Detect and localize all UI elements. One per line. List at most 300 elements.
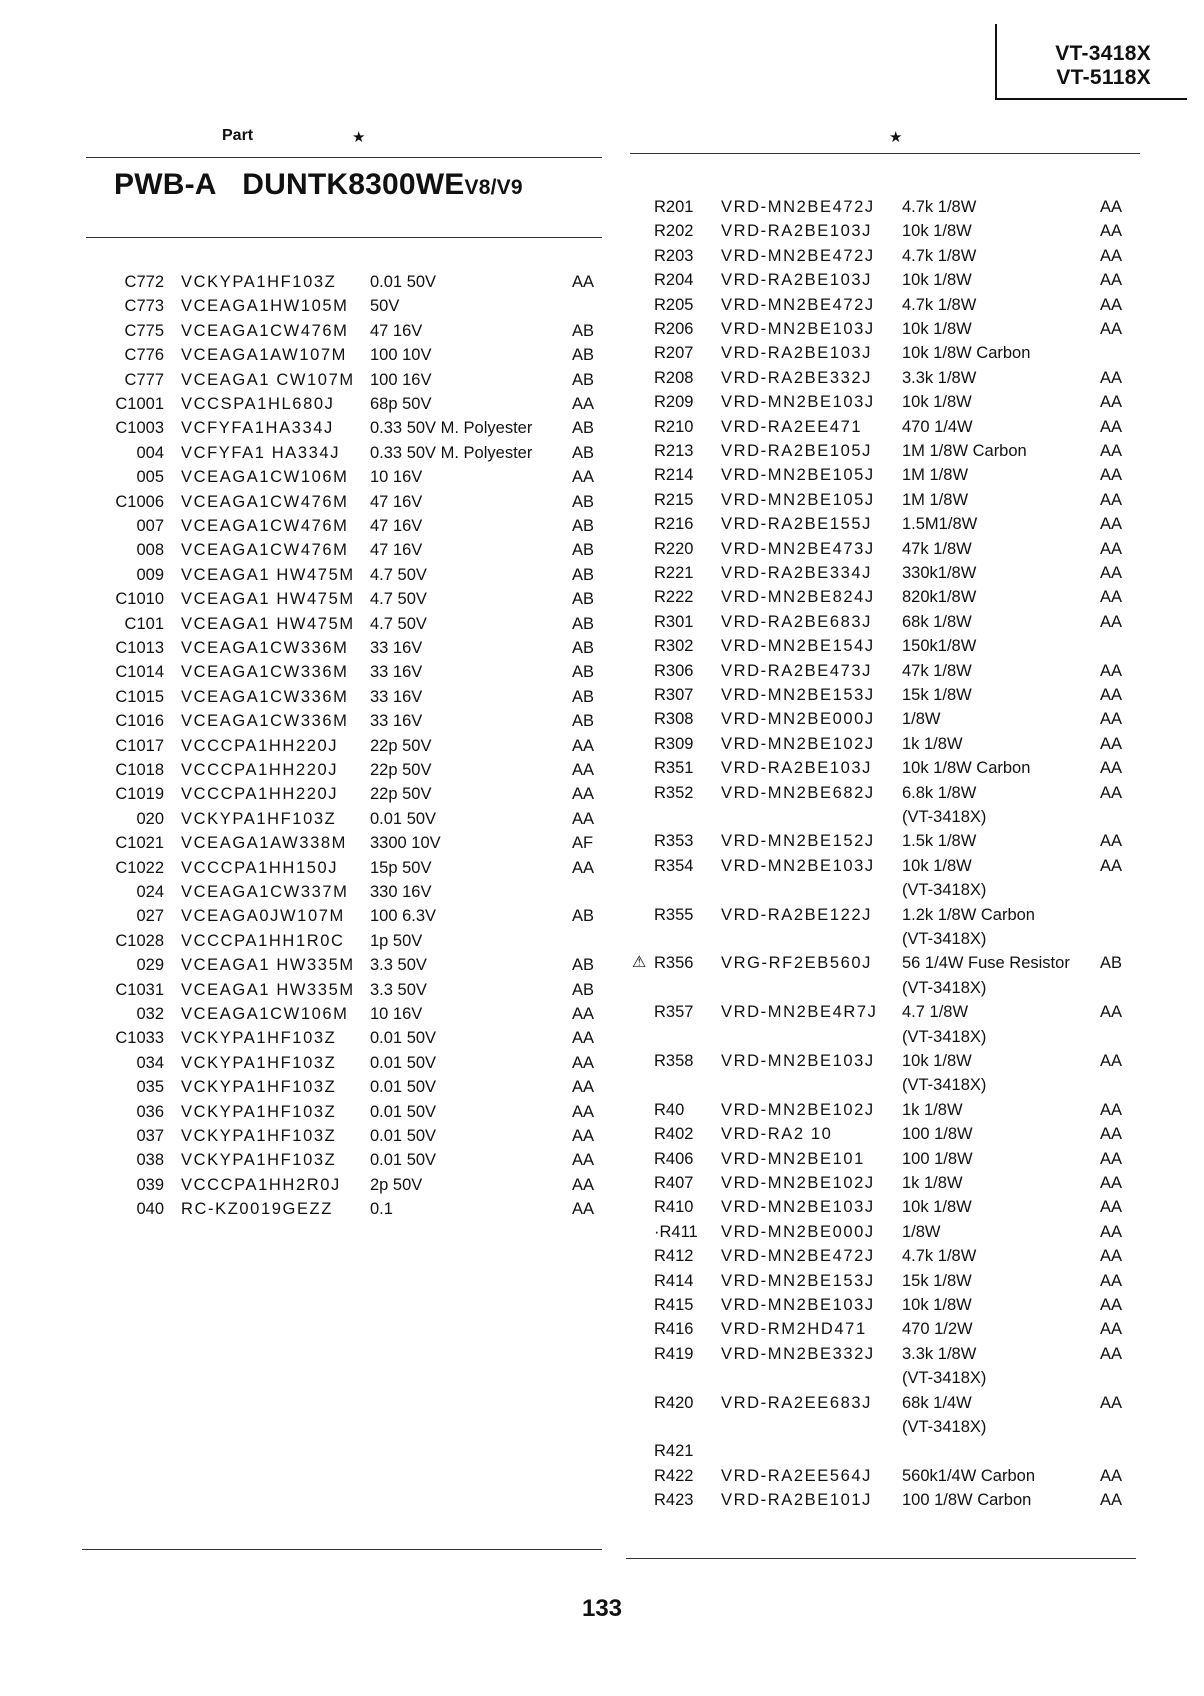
description: 1p 50V: [370, 931, 423, 950]
parts-row: [0, 317, 1160, 341]
part-number: VRD-MN2BE154J: [721, 637, 875, 656]
ref-designator: R423: [654, 1491, 694, 1510]
price-rank: AA: [572, 468, 595, 487]
part-number: VRD-MN2BE152J: [721, 832, 875, 851]
part-number: VRD-RA2BE683J: [721, 612, 873, 631]
ref-designator: R410: [654, 1198, 694, 1217]
description: 0.01 50V: [370, 1102, 437, 1121]
part-number: VCKYPA1HF103Z: [181, 1078, 337, 1097]
description: 560k1/4W Carbon: [902, 1466, 1035, 1485]
ref-designator: ·R411: [654, 1222, 698, 1241]
price-rank: AA: [572, 809, 595, 828]
ref-designator: R415: [654, 1296, 694, 1314]
description: 47k 1/8W: [902, 539, 972, 558]
part-number: VRD-MN2BE000J: [721, 1222, 875, 1241]
parts-row: [0, 1317, 1160, 1341]
part-number: VRD-MN2BE473J: [721, 539, 875, 558]
star-mark-left: ★: [352, 129, 366, 146]
description: 100 6.3V: [370, 907, 437, 926]
ref-designator: R422: [654, 1466, 694, 1485]
description: 0.1: [370, 1200, 393, 1219]
part-number: VCCSPA1HL680J: [181, 395, 335, 413]
part-number: VCKYPA1HF103Z: [181, 809, 337, 828]
divider-left-bottom: [82, 1549, 602, 1550]
ref-designator: R205: [654, 295, 694, 314]
description: 6.8k 1/8W: [902, 783, 977, 802]
ref-designator: C775: [124, 321, 164, 340]
description: 470 1/4W: [902, 417, 973, 436]
ref-designator: R420: [654, 1393, 694, 1412]
description: 2p 50V: [370, 1175, 423, 1194]
description: 100 1/8W: [902, 1149, 973, 1168]
parts-row: [0, 195, 1160, 219]
divider-right-bottom: [626, 1558, 1136, 1559]
part-column-label: Part: [222, 127, 254, 144]
price-rank: AB: [572, 370, 595, 389]
parts-row: [0, 1171, 1160, 1195]
ref-designator: R216: [654, 515, 694, 534]
price-rank: AA: [1100, 759, 1123, 778]
description: 1M 1/8W: [902, 490, 969, 509]
part-number: VCKYPA1HF103Z: [181, 1029, 337, 1048]
part-number: VRD-MN2BE153J: [721, 1271, 875, 1290]
part-number: VRD-RA2BE103J: [721, 759, 873, 778]
part-number: VRD-RA2BE155J: [721, 515, 873, 534]
ref-designator: R402: [654, 1125, 694, 1144]
description: 47 16V: [370, 541, 423, 560]
description: 33 16V: [370, 687, 423, 706]
price-rank: AA: [1100, 1344, 1123, 1363]
price-rank: AA: [1100, 393, 1123, 412]
parts-row: [0, 537, 1160, 561]
part-number: VRD-MN2BE105J: [721, 490, 875, 509]
description: 10k 1/8W: [902, 856, 972, 875]
star-mark-right: ★: [889, 129, 903, 146]
description: 10k 1/8W: [902, 320, 972, 338]
part-number: VRD-RA2BE101J: [721, 1491, 873, 1510]
price-rank: AA: [1100, 1247, 1123, 1266]
price-rank: AA: [1100, 198, 1123, 216]
ref-designator: R220: [654, 539, 694, 558]
title-part: DUNTK8300WE: [242, 168, 465, 201]
ref-designator: R215: [654, 490, 694, 509]
ref-designator: R307: [654, 686, 694, 704]
description: (VT-3418X): [902, 808, 987, 826]
description: 4.7k 1/8W: [902, 198, 977, 216]
part-number: VCCCPA1HH220J: [181, 785, 339, 804]
price-rank: AA: [1100, 1125, 1123, 1144]
price-rank: AA: [572, 1127, 595, 1145]
price-rank: AA: [572, 761, 595, 779]
price-rank: AA: [572, 1102, 595, 1121]
ref-designator: R201: [654, 198, 694, 216]
ref-designator: 040: [136, 1200, 164, 1219]
price-rank: AA: [1100, 295, 1123, 314]
ref-designator: R406: [654, 1149, 694, 1168]
description: 0.01 50V: [370, 1053, 437, 1072]
ref-designator: R309: [654, 734, 694, 753]
description: 4.7 50V: [370, 614, 427, 633]
part-number: VRD-MN2BE103J: [721, 1296, 875, 1314]
part-number: VRD-MN2BE472J: [721, 1247, 875, 1266]
part-number: VCFYFA1HA334J: [181, 419, 334, 438]
part-number: VRD-RA2BE105J: [721, 442, 873, 460]
description: 1k 1/8W: [902, 734, 963, 753]
ref-designator: C1033: [115, 1029, 164, 1048]
parts-row: [0, 1293, 1160, 1317]
part-number: VRD-MN2BE682J: [721, 783, 875, 802]
part-number: VRD-MN2BE4R7J: [721, 1003, 878, 1022]
description: 4.7k 1/8W: [902, 246, 977, 265]
parts-row: [0, 854, 1160, 878]
ref-designator: C1031: [115, 980, 164, 999]
ref-designator: R214: [654, 466, 694, 485]
parts-row: [0, 903, 1160, 927]
ref-designator: C1016: [115, 712, 164, 731]
parts-row: [0, 585, 1160, 609]
part-number: VCCCPA1HH1R0C: [181, 931, 345, 950]
part-number: VCEAGA1HW105M: [181, 297, 349, 316]
ref-designator: R222: [654, 588, 694, 607]
part-number: VCEAGA1CW476M: [181, 492, 349, 511]
parts-row: [0, 878, 1160, 902]
description: 10k 1/8W Carbon: [902, 759, 1031, 778]
description: 22p 50V: [370, 761, 432, 779]
ref-designator: R352: [654, 783, 694, 802]
price-rank: AA: [572, 1078, 595, 1097]
parts-row: [0, 829, 1160, 853]
price-rank: AA: [1100, 271, 1123, 290]
description: 1k 1/8W: [902, 1100, 963, 1119]
part-number: VCEAGA1CW336M: [181, 663, 349, 682]
parts-row: [0, 244, 1160, 268]
price-rank: AA: [1100, 661, 1123, 680]
description: 150k1/8W: [902, 637, 977, 656]
price-rank: AA: [1100, 1320, 1123, 1339]
part-number: VCEAGA1CW106M: [181, 1005, 349, 1023]
parts-row: [0, 219, 1160, 243]
ref-designator: R301: [654, 612, 694, 631]
ref-designator: 037: [136, 1127, 164, 1145]
price-rank: AA: [572, 1200, 595, 1219]
ref-designator: R419: [654, 1344, 694, 1363]
description: 68p 50V: [370, 395, 432, 413]
part-number: VCEAGA1CW476M: [181, 321, 349, 340]
part-number: RC-KZ0019GEZZ: [181, 1200, 333, 1219]
price-rank: AB: [572, 639, 595, 657]
ref-designator: C1028: [115, 931, 164, 950]
price-rank: AA: [1100, 1149, 1123, 1168]
ref-designator: R210: [654, 417, 694, 436]
price-rank: AA: [1100, 539, 1123, 558]
description: 22p 50V: [370, 736, 432, 755]
description: (VT-3418X): [902, 930, 987, 948]
part-number: VCEAGA1CW476M: [181, 541, 349, 560]
description: (VT-3418X): [902, 881, 987, 900]
price-rank: AB: [572, 687, 595, 706]
parts-row: [0, 1415, 1160, 1439]
price-rank: AA: [572, 1175, 595, 1194]
ref-designator: C1019: [115, 785, 164, 804]
price-rank: AF: [572, 834, 594, 853]
ref-designator: R208: [654, 368, 694, 387]
part-number: VRD-RA2 10: [721, 1125, 833, 1144]
part-number: VCCCPA1HH2R0J: [181, 1175, 341, 1194]
description: 0.01 50V: [370, 1127, 437, 1145]
price-rank: AA: [1100, 783, 1123, 802]
price-rank: AA: [1100, 368, 1123, 387]
part-number: VRD-MN2BE103J: [721, 856, 875, 875]
ref-designator: R203: [654, 246, 694, 265]
part-number: VRD-RA2BE103J: [721, 344, 873, 363]
price-rank: AA: [1100, 1174, 1123, 1192]
ref-designator: 039: [136, 1175, 164, 1194]
parts-row: [0, 512, 1160, 536]
description: 47 16V: [370, 517, 423, 535]
part-number: VCEAGA1CW476M: [181, 517, 349, 535]
parts-row: [0, 976, 1160, 1000]
description: 47k 1/8W: [902, 661, 972, 680]
description: 0.01 50V: [370, 273, 437, 291]
parts-row: [0, 463, 1160, 487]
ref-designator: R302: [654, 637, 694, 656]
description: 100 1/8W: [902, 1125, 973, 1144]
ref-designator: 038: [136, 1151, 164, 1170]
description: 33 16V: [370, 663, 423, 682]
ref-designator: C1001: [115, 395, 164, 413]
part-number: VCEAGA1CW336M: [181, 639, 349, 657]
price-rank: AB: [572, 541, 595, 560]
parts-row: [0, 951, 1160, 975]
part-number: VRD-RA2BE122J: [721, 905, 873, 924]
part-number: VCKYPA1HF103Z: [181, 1127, 337, 1145]
part-number: VRD-RA2EE564J: [721, 1466, 873, 1485]
part-number: VRD-MN2BE153J: [721, 686, 875, 704]
part-number: VRD-MN2BE102J: [721, 1174, 875, 1192]
part-number: VCEAGA1AW338M: [181, 834, 347, 853]
parts-row: [0, 561, 1160, 585]
parts-row: [0, 1122, 1160, 1146]
description: 47 16V: [370, 321, 423, 340]
part-number: VCCCPA1HH220J: [181, 736, 339, 755]
price-rank: AA: [1100, 442, 1123, 460]
part-number: VRD-MN2BE103J: [721, 320, 875, 338]
description: 3300 10V: [370, 834, 441, 853]
ref-designator: R213: [654, 442, 694, 460]
title-main: PWB-A: [114, 168, 217, 201]
part-number: VRD-MN2BE105J: [721, 466, 875, 485]
part-number: VCEAGA1CW336M: [181, 712, 349, 731]
price-rank: AA: [572, 1053, 595, 1072]
price-rank: AA: [1100, 588, 1123, 607]
ref-designator: 032: [136, 1005, 164, 1023]
description: 4.7 50V: [370, 590, 427, 609]
price-rank: AA: [572, 395, 595, 413]
parts-row: [0, 707, 1160, 731]
description: 10k 1/8W: [902, 393, 972, 412]
price-rank: AA: [1100, 1198, 1123, 1217]
ref-designator: 024: [136, 883, 164, 901]
ref-designator: C1010: [115, 590, 164, 609]
ref-designator: 029: [136, 956, 164, 975]
divider-left-top: [86, 157, 602, 158]
ref-designator: R421: [654, 1442, 694, 1461]
price-rank: AA: [1100, 1003, 1123, 1022]
description: 1/8W: [902, 1222, 941, 1241]
price-rank: AA: [1100, 686, 1123, 704]
description: 33 16V: [370, 712, 423, 731]
price-rank: AB: [572, 907, 595, 926]
ref-designator: R308: [654, 710, 694, 729]
description: 4.7 50V: [370, 565, 427, 584]
part-number: VCCCPA1HH220J: [181, 761, 339, 779]
price-rank: AB: [572, 712, 595, 731]
ref-designator: R356: [654, 954, 694, 973]
description: 10k 1/8W Carbon: [902, 344, 1031, 363]
part-number: VCEAGA1 HW475M: [181, 614, 355, 633]
part-number: VRD-MN2BE472J: [721, 295, 875, 314]
description: 0.33 50V M. Polyester: [370, 443, 533, 462]
description: 0.01 50V: [370, 1078, 437, 1097]
description: 10 16V: [370, 468, 423, 487]
price-rank: AA: [572, 858, 595, 877]
parts-row: [0, 366, 1160, 390]
parts-row: [0, 781, 1160, 805]
ref-designator: C777: [124, 370, 164, 389]
ref-designator: R204: [654, 271, 694, 290]
price-rank: AA: [1100, 515, 1123, 534]
part-number: VCCCPA1HH150J: [181, 858, 339, 877]
description: 4.7 1/8W: [902, 1003, 969, 1022]
part-number: VRD-RM2HD471: [721, 1320, 867, 1339]
parts-row: [0, 293, 1160, 317]
ref-designator: R207: [654, 344, 694, 363]
description: 3.3k 1/8W: [902, 368, 977, 387]
price-rank: AB: [572, 980, 595, 999]
description: 15k 1/8W: [902, 1271, 972, 1290]
description: 1.2k 1/8W Carbon: [902, 905, 1035, 924]
ref-designator: 020: [136, 809, 164, 828]
description: 68k 1/4W: [902, 1393, 972, 1412]
ref-designator: 007: [136, 517, 164, 535]
parts-row: [0, 1342, 1160, 1366]
description: 15k 1/8W: [902, 686, 972, 704]
part-number: VRD-MN2BE103J: [721, 1198, 875, 1217]
price-rank: AB: [572, 663, 595, 682]
ref-designator: 009: [136, 565, 164, 584]
part-number: VCEAGA1 HW475M: [181, 590, 355, 609]
ref-designator: C1017: [115, 736, 164, 755]
description: 47 16V: [370, 492, 423, 511]
ref-designator: R416: [654, 1320, 694, 1339]
price-rank: AA: [1100, 1393, 1123, 1412]
part-number: VRD-MN2BE101: [721, 1149, 865, 1168]
parts-row: [0, 1073, 1160, 1097]
parts-row: [0, 1098, 1160, 1122]
part-number: VCEAGA1CW337M: [181, 883, 349, 901]
description: 100 10V: [370, 346, 432, 365]
description: 1k 1/8W: [902, 1174, 963, 1192]
description: 10k 1/8W: [902, 1198, 972, 1217]
description: 68k 1/8W: [902, 612, 972, 631]
ref-designator: R354: [654, 856, 694, 875]
description: 56 1/4W Fuse Resistor: [902, 954, 1070, 973]
part-number: VRD-MN2BE103J: [721, 393, 875, 412]
ref-designator: C773: [124, 297, 164, 316]
part-number: VRD-MN2BE103J: [721, 1052, 875, 1070]
description: (VT-3418X): [902, 1369, 987, 1388]
part-number: VRD-MN2BE000J: [721, 710, 875, 729]
price-rank: AA: [572, 736, 595, 755]
parts-row: [0, 1269, 1160, 1293]
part-number: VCEAGA1 HW335M: [181, 980, 355, 999]
description: 820k1/8W: [902, 588, 977, 607]
ref-designator: 008: [136, 541, 164, 560]
description: (VT-3418X): [902, 978, 987, 997]
part-number: VRD-MN2BE472J: [721, 198, 875, 216]
ref-designator: C772: [124, 273, 164, 291]
price-rank: AA: [572, 1029, 595, 1048]
parts-row: [0, 1464, 1160, 1488]
price-rank: AB: [572, 321, 595, 340]
part-number: VRD-RA2BE473J: [721, 661, 873, 680]
description: 10k 1/8W: [902, 271, 972, 290]
price-rank: AA: [1100, 564, 1123, 582]
description: 0.01 50V: [370, 809, 437, 828]
price-rank: AA: [1100, 1100, 1123, 1119]
price-rank: AA: [1100, 1491, 1123, 1510]
price-rank: AA: [1100, 1296, 1123, 1314]
price-rank: AB: [1100, 954, 1123, 973]
description: 100 16V: [370, 370, 432, 389]
part-number: VRD-RA2BE103J: [721, 222, 873, 241]
price-rank: AB: [572, 517, 595, 535]
price-rank: AA: [572, 273, 595, 291]
price-rank: AB: [572, 346, 595, 365]
ref-designator: C1014: [115, 663, 164, 682]
part-number: VCEAGA1 CW107M: [181, 370, 355, 389]
ref-designator: R40: [654, 1100, 685, 1119]
description: 10k 1/8W: [902, 1052, 972, 1070]
parts-row: [0, 488, 1160, 512]
ref-designator: C776: [124, 346, 164, 365]
ref-designator: C1015: [115, 687, 164, 706]
price-rank: AA: [1100, 222, 1123, 241]
parts-row: [0, 1488, 1160, 1512]
description: 3.3 50V: [370, 956, 427, 975]
divider-right-top: [630, 153, 1140, 154]
part-number: VRD-RA2EE471: [721, 417, 863, 436]
price-rank: AA: [1100, 466, 1123, 485]
description: 330 16V: [370, 883, 432, 901]
ref-designator: R306: [654, 661, 694, 680]
parts-row: [0, 1195, 1160, 1219]
ref-designator: 034: [136, 1053, 164, 1072]
description: 470 1/2W: [902, 1320, 973, 1339]
description: 0.01 50V: [370, 1151, 437, 1170]
description: 3.3k 1/8W: [902, 1344, 977, 1363]
part-number: VRD-RA2BE334J: [721, 564, 873, 582]
parts-row: [0, 1147, 1160, 1171]
ref-designator: R353: [654, 832, 694, 851]
ref-designator: R357: [654, 1003, 694, 1022]
price-rank: AA: [1100, 832, 1123, 851]
part-number: VRD-MN2BE472J: [721, 246, 875, 265]
description: 0.01 50V: [370, 1029, 437, 1048]
price-rank: AA: [1100, 734, 1123, 753]
parts-row: [0, 927, 1160, 951]
part-number: VRD-MN2BE102J: [721, 1100, 875, 1119]
